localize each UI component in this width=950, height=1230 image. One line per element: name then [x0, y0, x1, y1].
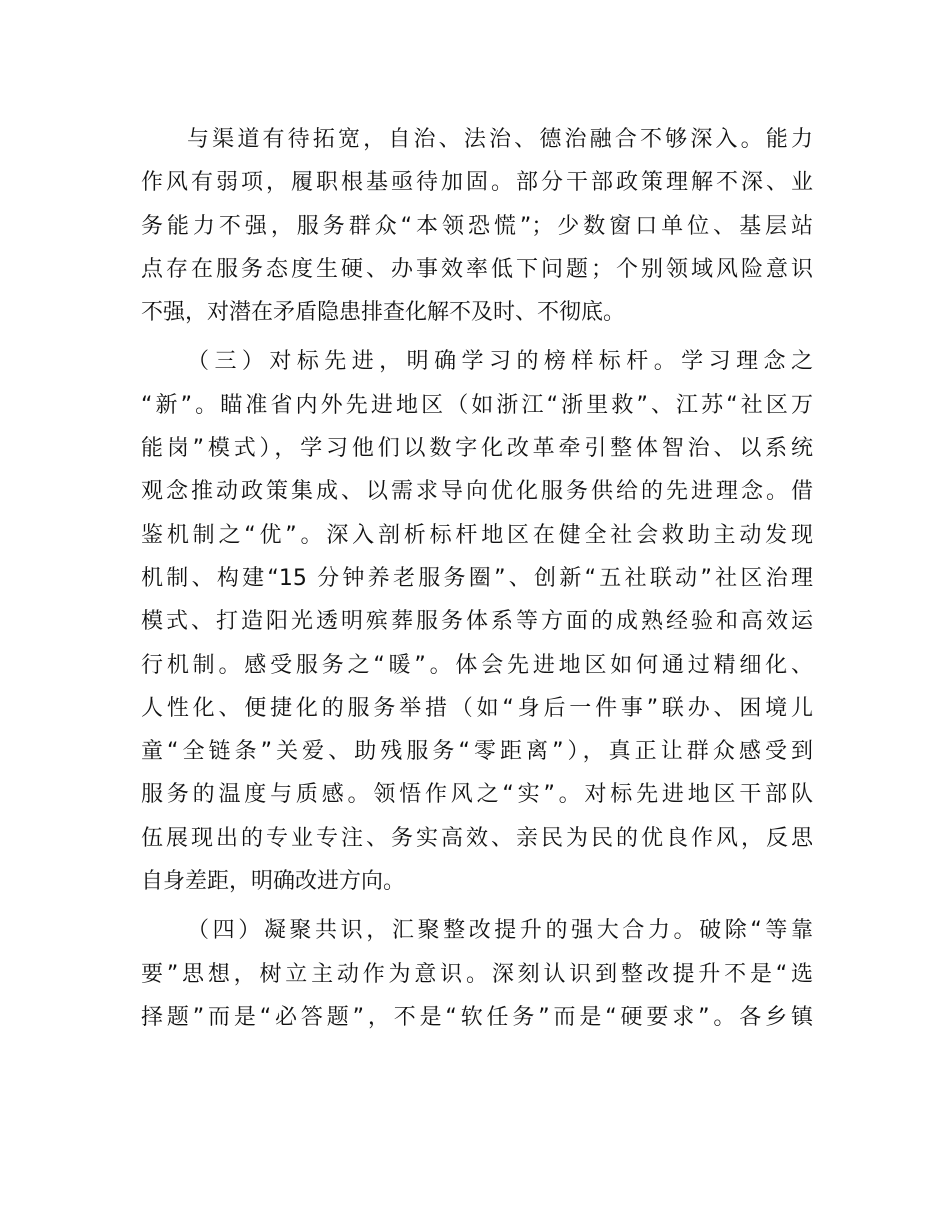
text-line: 童“全链条”关爱、助残服务“零距离”），真正让群众感受到	[141, 739, 813, 765]
text-line: 务能力不强，服务群众“本领恐慌”；少数窗口单位、基层站	[141, 213, 813, 239]
text-line: 与渠道有待拓宽，自治、法治、德治融合不够深入。能力	[187, 127, 813, 152]
text-line: 能岗”模式），学习他们以数字化改革牵引整体智治、以系统	[141, 436, 813, 462]
text-line: “新”。瞄准省内外先进地区（如浙江“浙里救”、江苏“社区万	[141, 392, 813, 418]
text-line: 人性化、便捷化的服务举措（如“身后一件事”联办、困境儿	[141, 695, 813, 721]
paragraph-2	[141, 340, 813, 903]
paragraph-3	[141, 909, 813, 1039]
text-line: 要”思想，树立主动作为意识。深刻认识到整改提升不是“选	[141, 961, 813, 987]
text-line: 点存在服务态度生硬、办事效率低下问题；个别领域风险意识	[141, 256, 813, 282]
text-line: 伍展现出的专业专注、务实高效、亲民为民的优良作风，反思	[141, 825, 813, 851]
section-heading-line: （四）凝聚共识，汇聚整改提升的强大合力。破除“等靠	[187, 918, 813, 944]
text-line: 行机制。感受服务之“暖”。体会先进地区如何通过精细化、	[141, 652, 813, 678]
text-line: 鉴机制之“优”。深入剖析标杆地区在健全社会救助主动发现	[141, 522, 813, 548]
text-line: 观念推动政策集成、以需求导向优化服务供给的先进理念。借	[141, 479, 813, 505]
text-line: 服务的温度与质感。领悟作风之“实”。对标先进地区干部队	[141, 782, 813, 808]
text-line: 作风有弱项，履职根基亟待加固。部分干部政策理解不深、业	[141, 170, 813, 196]
paragraph-1	[141, 118, 813, 334]
text-line: 择题”而是“必答题”，不是“软任务”而是“硬要求”。各乡镇	[141, 1004, 813, 1030]
text-line: 机制、构建“15 分钟养老服务圈”、创新“五社联动”社区治理	[141, 565, 813, 591]
text-line: 自身差距，明确改进方向。	[141, 869, 406, 895]
section-heading-line: （三）对标先进，明确学习的榜样标杆。学习理念之	[187, 349, 813, 375]
text-line: 不强，对潜在矛盾隐患排查化解不及时、不彻底。	[141, 300, 626, 326]
text-line: 模式、打造阳光透明殡葬服务体系等方面的成熟经验和高效运	[141, 609, 813, 635]
document-body	[141, 118, 813, 1039]
